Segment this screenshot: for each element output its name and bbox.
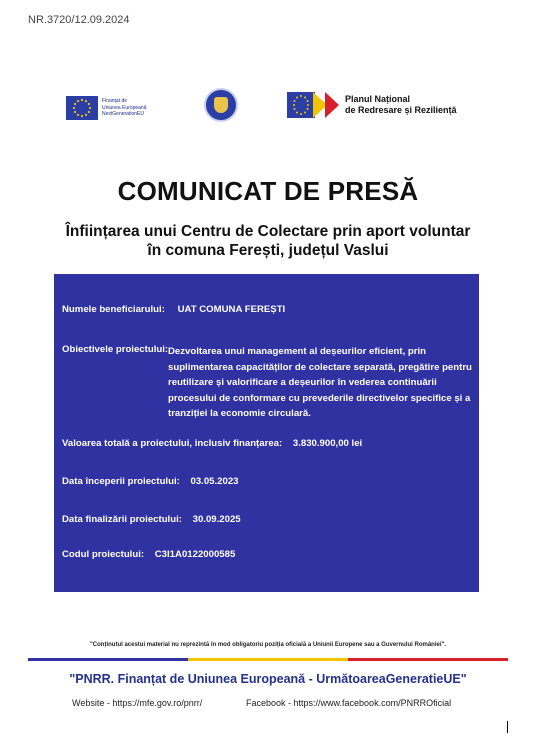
page-title: COMUNICAT DE PRESĂ	[117, 176, 419, 206]
pnrr-eu-flag-icon	[287, 92, 315, 118]
press-release-page	[28, 56, 508, 732]
page-subtitle	[38, 222, 498, 260]
logo-bar	[28, 86, 508, 130]
footer-slogan: "PNRR. Finanțat de Uniunea Europeană - UrmătoareaGeneratieUE"	[69, 672, 467, 686]
facebook-link[interactable]: Facebook - https://www.facebook.com/PNRROficial	[246, 698, 452, 708]
eu-logo-line3: NextGenerationEU	[102, 111, 144, 117]
reference-number: NR.3720/12.09.2024	[28, 14, 130, 26]
start-date-row	[62, 476, 239, 487]
objectives-label: Obiectivele proiectului:	[62, 344, 169, 355]
subtitle-line1: Înființarea unui Centru de Colectare prin aport voluntar	[65, 223, 471, 240]
end-date-label: Data finalizării proiectului:	[62, 514, 182, 525]
pnrr-logo	[287, 90, 487, 122]
start-date-label: Data începerii proiectului:	[62, 476, 180, 487]
stripe-red	[348, 658, 508, 661]
pnrr-red-arrow-icon	[325, 92, 339, 118]
objectives-value: Dezvoltarea unui management al deșeurilor eficient, prin suplimentarea capacităților de colectare separată, pregătire pentru reutilizare și valorificare a deșeurilor în vederea continuării procesului de conformare cu prevederile directivelor specifice și a tranziției la economie circulară.	[168, 346, 472, 419]
website-link[interactable]: Website - https://mfe.gov.ro/pnrr/	[72, 698, 203, 708]
romanian-government-seal-icon	[204, 88, 238, 122]
subtitle-line2: în comuna Ferești, județul Vaslui	[147, 242, 389, 259]
beneficiary-label: Numele beneficiarului:	[62, 304, 165, 315]
eu-logo-line2: Uniunea Europeană	[102, 104, 147, 111]
start-date-value: 03.05.2023	[190, 476, 239, 487]
text-cursor	[507, 721, 508, 733]
pnrr-logo-text	[345, 94, 457, 116]
eu-logo-line1: Finanțat de	[102, 98, 128, 104]
project-value-amount: 3.830.900,00 lei	[292, 438, 363, 449]
eu-logo-text	[102, 98, 146, 118]
stripe-blue	[28, 658, 188, 661]
pnrr-logo-line1: Planul Național	[345, 94, 411, 104]
project-info-box	[54, 274, 479, 592]
stripe-yellow	[188, 658, 348, 661]
tricolor-stripe	[28, 658, 508, 661]
eu-disclaimer: "Conținutul acestui material nu reprezintă în mod obligatoriu poziția oficială a Uniunii Europene sau a Guvernului României".	[89, 642, 447, 648]
beneficiary-value: UAT COMUNA FEREȘTI	[177, 304, 286, 315]
project-value-label: Valoarea totală a proiectului, inclusiv finanțarea:	[62, 438, 283, 449]
project-code-label: Codul proiectului:	[62, 549, 145, 560]
eu-flag-icon	[66, 96, 98, 120]
eu-funding-logo	[66, 96, 184, 124]
end-date-value: 30.09.2025	[192, 514, 241, 525]
project-code-row	[62, 549, 235, 560]
beneficiary-row	[62, 304, 285, 315]
end-date-row	[62, 514, 241, 525]
pnrr-logo-line2: de Redresare și Reziliență	[345, 105, 457, 115]
project-value-row	[62, 438, 362, 449]
project-code-value: C3I1A0122000585	[154, 549, 236, 560]
